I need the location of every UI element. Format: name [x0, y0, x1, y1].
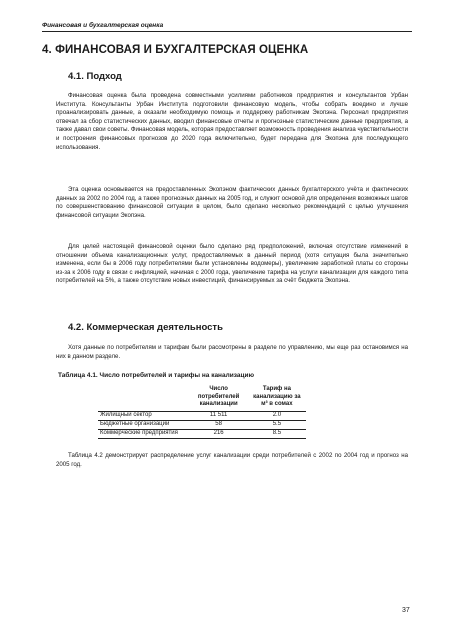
table-cell-tariff: 8.5 — [248, 429, 306, 438]
table-caption: Таблица 4.1. Число потребителей и тарифы на канализацию — [58, 372, 255, 379]
approach-paragraph-2: Эта оценка основывается на предоставленных Экопэном фактических данных бухгалтерского учёта и фактических данных за 2002 по 2004 год, а также прогнозных данных на 2005 год, и служит основой для определения возможных шагов по совершенствованию финансовой ситуации в целом, было сделано несколько рекомендаций с целью улучшения финансовой ситуации Экопэна. — [56, 186, 408, 219]
table-cell-consumers: 11 511 — [190, 411, 248, 420]
approach-paragraph-1: Финансовая оценка была проведена совместными усилиями работников предприятия и консультантов Урбан Института. Консультанты Урбан Института подготовили финансовую модель, чтобы собрать воедино и лучше проанализировать данные, а оказали необходимую помощь и поддержку работникам Экопэна. Персонал предприятия отвечал за сбор статистических данных, вводил финансовые отчеты и прогнозные статистические данные предприятия, а также давал свои советы. Финансовая модель, которая предоставляет возможность проведения анализа чувствительности и построения финансовых прогнозов до 2020 года включительно, будет передана для Экопэна для последующего использования. — [56, 92, 408, 151]
table-row — [98, 420, 306, 429]
chapter-title: 4. ФИНАНСОВАЯ И БУХГАЛТЕРСКАЯ ОЦЕНКА — [42, 44, 309, 56]
table-cell-consumers: 58 — [190, 420, 248, 429]
table-header-tariff: Тариф на канализацию за м³ в сомах — [248, 385, 306, 411]
commercial-paragraph-1: Хотя данные по потребителям и тарифам были рассмотрены в разделе по управлению, мы еще раз остановимся на них в данном разделе. — [56, 344, 408, 360]
table-cell-category: Жилищный сектор — [98, 411, 190, 420]
running-header: Финансовая и бухгалтерская оценка — [42, 22, 412, 32]
consumers-tariffs-table — [98, 385, 306, 439]
page-number: 37 — [402, 607, 410, 614]
table-cell-tariff: 2.0 — [248, 411, 306, 420]
table-cell-category: Коммерческие предприятия — [98, 429, 190, 438]
table-cell-tariff: 5.5 — [248, 420, 306, 429]
table-cell-consumers: 216 — [190, 429, 248, 438]
approach-paragraph-3: Для целей настоящей финансовой оценки было сделано ряд предположений, включая отсутствие изменений в отношении объема канализационных услуг, предоставляемых в данный период (хотя ситуация была значительно изменена, если бы в 2006 году потребителями были установлены водомеры), увеличение заработной платы со стороны из-за к 2006 году в связи с инфляцией, начиная с 2000 года, увеличение тарифа на услуги канализации для каждого типа потребителей на 5%, а также отсутствие новых инвестиций, финансируемых за счёт бюджета Экопэна. — [56, 243, 408, 285]
section-title-commercial: 4.2. Коммерческая деятельность — [68, 322, 223, 333]
table-header-consumers: Число потребителей канализации — [190, 385, 248, 411]
table-row — [98, 411, 306, 420]
table-header-category — [98, 385, 190, 411]
section-title-approach: 4.1. Подход — [68, 71, 122, 82]
table-cell-category: Бюджетные организации — [98, 420, 190, 429]
commercial-paragraph-2: Таблица 4.2 демонстрирует распределение услуг канализации среди потребителей с 2002 по 2004 год и прогноз на 2005 год. — [56, 452, 408, 468]
table-header-row — [98, 385, 306, 411]
table-row — [98, 429, 306, 438]
